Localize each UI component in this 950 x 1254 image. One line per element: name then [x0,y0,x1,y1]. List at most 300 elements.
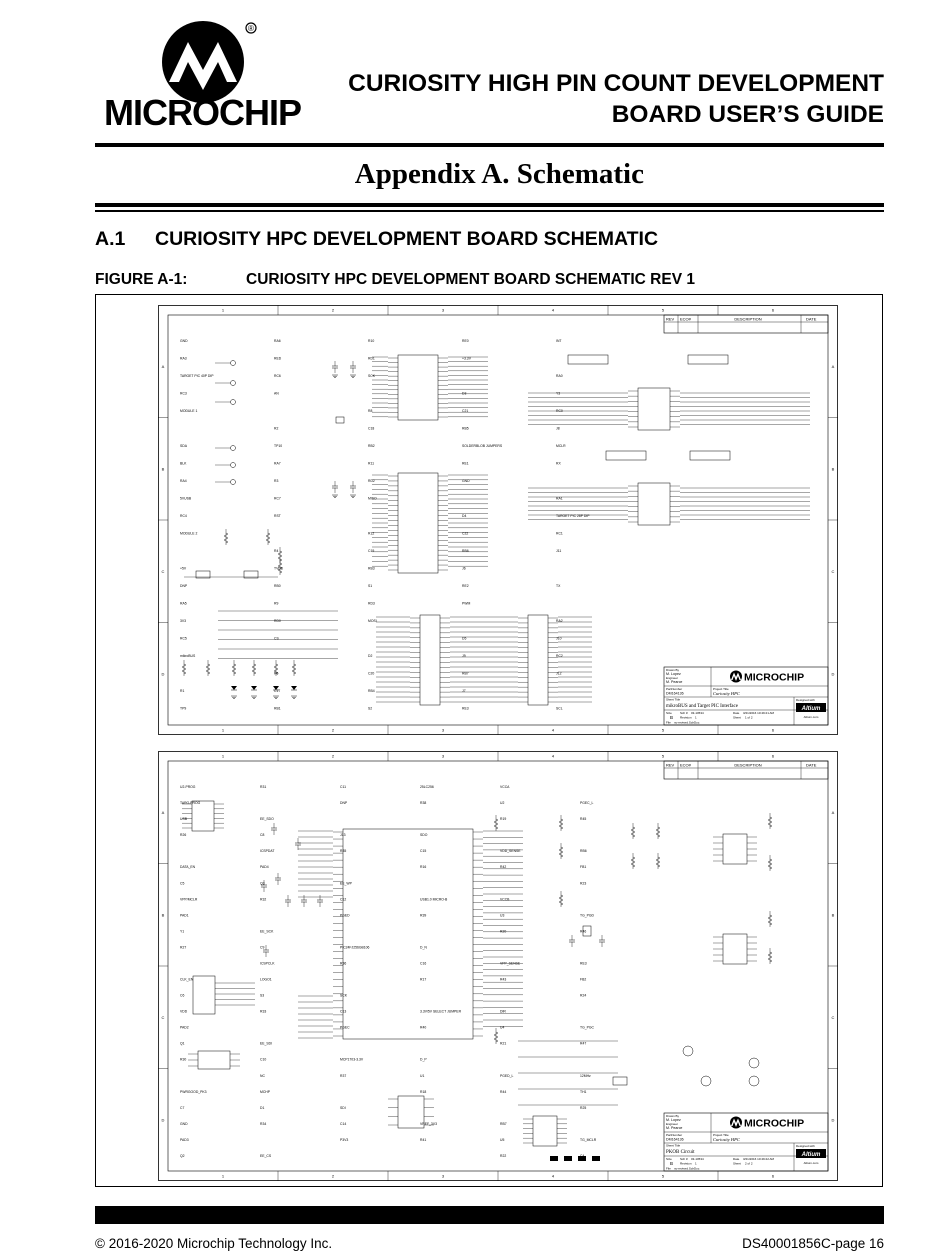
schematic-label: TP10 [274,444,283,448]
project-title-label: Project Title [713,1133,729,1137]
schematic-label: RE3 [462,706,469,711]
schematic-label: R43 [500,977,507,982]
schematic-label: RA5 [180,601,187,606]
schematic-label: RC1 [556,531,563,536]
schematic-labels-1 [180,339,590,711]
schematic-label: R35 [340,849,347,854]
schematic-label: RB3 [368,566,375,571]
schematic-sheet-2 [158,751,838,1181]
zone-row-label: B [831,466,835,472]
schematic-label: U2-PROG [180,785,196,789]
revision: 1 [695,1161,697,1166]
zone-row-label: B [161,466,165,472]
schematic-label: R44 [500,1089,507,1094]
appendix-rule-bottom [95,210,884,212]
appendix-title: Appendix A. Schematic [354,158,644,190]
schematic-label: RC4 [180,514,187,518]
schematic-label: RA3 [180,356,187,361]
size: B [670,715,674,720]
schematic-label: R46 [580,929,587,934]
file-label: File [666,1166,671,1171]
schematic-label: R19 [500,817,507,822]
schematic-label: USB1.0 MICRO-B [420,897,448,902]
file-label: File [666,720,671,725]
schematic-label: DNP [180,584,188,588]
schematic-label: Y1 [180,929,185,934]
zone-column-label: 1 [221,307,225,313]
section-number: A.1 [95,228,126,250]
schematic-sheet-1 [158,305,838,735]
sch-label: Sch # [680,711,688,715]
schematic-label: Y3 [556,391,561,396]
schematic-label: SDI [340,1105,346,1110]
sheet-title-label: Sheet Title [666,697,681,702]
schematic-label: RD3 [368,601,375,606]
designed-with: Designed with [796,698,815,702]
project-title: Curiosity HPC [713,1137,740,1142]
schematic-label: D3 [462,391,467,396]
header-rule [95,143,884,147]
schematic-label: TARGET PIC 40P DIP [180,374,214,378]
schematic-label: VPP_SENSE [500,961,521,966]
schematic-label: 3.3V/5V SELECT JUMPER [420,1009,462,1014]
schematic-label: R33 [260,1009,267,1014]
sch-number: 03-10534 [691,711,704,715]
date: 3/21/2016 10:49:22 AM [743,1157,775,1161]
schematic-label: MOSI [368,619,377,623]
eco-label: ECO# [680,316,691,322]
schematic-label: 3V3 [180,619,187,623]
schematic-label: C6 [180,993,185,998]
schematic-label: EE_SCK [260,929,274,934]
schematic-label: PGED [340,913,350,918]
schematic-label: RA0 [556,374,563,378]
schematic-label: C14 [340,1121,347,1126]
zone-column-label: 3 [441,727,445,733]
schematic-label: TG_PGD [580,913,594,918]
document-title [348,68,884,130]
zone-column-label: 4 [551,1173,555,1179]
schematic-label: PGEC_L [580,801,594,806]
drawn-by-label: Drawn By [666,668,680,672]
schematic-label: Q1 [180,1041,185,1046]
schematic-label: R22 [500,1153,507,1158]
schematic-label: R4 [274,549,279,553]
zone-column-label: 3 [441,307,445,313]
title-block-1 [664,667,828,725]
schematic-label: J13 [340,833,346,838]
schematic-label: R2 [274,426,279,431]
date-label: DATE [806,762,817,768]
zone-column-label: 1 [221,727,225,733]
schematic-label: J10 [556,636,562,641]
altium-wordmark: Altium [801,1152,821,1158]
schematic-label: BLK [180,461,187,466]
schematic-label: NC [260,1073,265,1078]
zone-column-label: 3 [441,753,445,759]
description-label: DESCRIPTION [734,762,762,768]
schematic-label: R34 [260,1121,267,1126]
schematic-label: +3.3V [462,356,471,361]
file: no-revised.SchDoc [674,1166,700,1171]
schematic-label: D2 [368,654,373,658]
schematic-label: C5 [180,881,185,886]
schematic-label: MODULE 2 [180,531,198,536]
schematic-label: Q2 [180,1153,185,1158]
schematic-label: RA1 [556,496,563,501]
zone-column-label: 3 [441,1173,445,1179]
schematic-label: DATA_EN [180,865,196,870]
zone-column-label: 6 [771,727,775,733]
schematic-label: D_N [420,945,427,950]
schematic-label: J11 [556,549,562,553]
schematic-label: MCP1703-3.3V [340,1057,364,1062]
schematic-label: MCLR [556,444,566,448]
zone-column-label: 6 [771,307,775,313]
schematic-label: R17 [420,977,427,982]
schematic-label: GND [180,339,188,343]
rev-label: REV [666,762,675,768]
schematic-label: RE0 [462,339,469,343]
schematic-label: R6 [274,671,279,676]
schematic-label: D4 [462,514,467,518]
footer-bar [95,1206,884,1224]
schematic-label: C16 [420,961,427,966]
zone-row-label: B [161,912,165,918]
schematic-label: RA4 [180,479,187,483]
schematic-label: R27 [180,945,187,950]
schematic-label: DIR [500,1009,506,1014]
schematic-label: R45 [580,817,587,822]
engineer: M. Pearce [666,1126,683,1130]
schematic-label: D_P [420,1057,427,1062]
revision-block [664,315,828,333]
schematic-label: SCK [340,993,347,998]
schematic-label: R18 [420,1089,427,1094]
schematic-label: RB6 [462,549,469,553]
sheet-no: 1 of 2 [745,715,753,720]
document-title-line2: BOARD USER’S GUIDE [611,101,884,128]
schematic-label: CS [274,636,279,641]
schematic-label: RC0 [556,409,563,413]
schematic-label: C18 [368,426,375,431]
schematic-label: RED [274,356,282,361]
schematic-label: C7 [180,1105,185,1110]
schematic-label: 5VUSB [180,496,192,501]
schematic-label: RB2 [368,444,375,448]
schematic-label: ICSPCLK [260,961,275,966]
schematic-label: CLK_EN [180,977,194,982]
schematic-label: C20 [368,671,375,676]
schematic-label: C17 [274,689,281,693]
schematic-label: MCHP [260,1089,270,1094]
schematic-label: R41 [420,1137,427,1142]
schematic-label: TP9 [180,706,187,711]
schematic-label: U5 [500,1137,505,1142]
sheet-no: 2 of 2 [745,1161,753,1166]
schematic-label: U4 [500,1025,505,1030]
schematic-label: RE2 [462,584,469,588]
schematic-label: R8 [368,409,373,413]
schematic-label: PWM [462,601,471,606]
schematic-label: C13 [340,1009,347,1014]
project-title-label: Project Title [713,687,729,691]
registered-mark: ® [248,24,254,33]
zone-column-label: 5 [661,307,665,313]
schematic-label: RC5 [180,636,187,641]
schematic-label: P3V3 [340,1137,349,1142]
schematic-label: mikroBUS [180,654,196,658]
zone-row-label: A [831,363,835,369]
zone-column-label: 2 [331,727,335,733]
zone-column-label: 1 [221,1173,225,1179]
size-label: Size [666,711,672,715]
figure-caption [95,271,695,289]
schematic-label: TX [556,584,561,588]
schematic-label: TARGET PIC 28P DIP [556,514,590,518]
drawn-by-label: Drawn By [666,1114,680,1118]
zone-row-label: C [831,568,835,574]
schematic-label: S2 [368,706,373,711]
schematic-label: Q3 [260,881,265,886]
zone-column-label: 6 [771,753,775,759]
drawn-by: M. Lopez [666,1118,681,1122]
schematic-label: S1 [368,584,373,588]
schematic-label: GND [462,479,470,483]
schematic-label: VCCB [500,897,510,902]
figure-label: FIGURE A-1: [95,271,188,288]
schematic-label: ICSPDAT [260,849,275,854]
size-label: Size [666,1157,672,1161]
zone-column-label: 2 [331,753,335,759]
schematic-label: R39 [420,913,427,918]
schematic-label: C4 [580,1153,585,1158]
schematic-label: VDD [180,1009,188,1014]
schematic-label: R42 [500,865,507,870]
zone-column-label: 4 [551,753,555,759]
zone-column-label: 5 [661,753,665,759]
schematic-label: SDO [420,833,428,838]
copyright: © 2016-2020 Microchip Technology Inc. [95,1236,333,1251]
schematic-label: R3 [274,479,279,483]
revision: 1 [695,715,697,720]
schematic-label: J7 [462,689,466,693]
schematic-label: FB2 [580,977,587,982]
part-number-label: PartNumber [666,687,683,691]
schematic-label: R9 [274,601,279,606]
sch-label: Sch # [680,1157,688,1161]
schematic-label: R26 [180,833,187,838]
schematic-label: EE_WP [340,881,352,886]
sheet-title: PKOB Circuit [666,1150,695,1155]
zone-column-label: 2 [331,1173,335,1179]
schematic-label: INT [556,339,562,343]
zone-column-label: 5 [661,727,665,733]
schematic-label: TG_PGC [580,1025,594,1030]
page-number: DS40001856C-page 16 [742,1236,884,1251]
schematic-label: D1 [260,1105,265,1110]
part-number-label: PartNumber [666,1133,683,1137]
sheet-title: mikroBUS and Target PIC Interface [666,704,738,709]
rev-label: REV [666,316,675,322]
schematic-label: R37 [340,1073,347,1078]
figure-title: CURIOSITY HPC DEVELOPMENT BOARD SCHEMATIC REV 1 [246,271,695,288]
schematic-label: 25LC256 [420,785,434,789]
schematic-label: AN [274,391,279,396]
section-heading [95,228,658,251]
schematic-label: R16 [420,865,427,870]
eco-label: ECO# [680,762,691,768]
section-title: CURIOSITY HPC DEVELOPMENT BOARD SCHEMATIC [155,228,659,250]
schematic-label: VREF_3V3 [420,1121,437,1126]
schematic-label: R47 [580,1041,587,1046]
zone-row-label: A [161,809,165,815]
schematic-label: RD2 [368,479,375,483]
revision-label: Revision [680,715,692,720]
zone-row-label: A [161,363,165,369]
altium-wordmark: Altium [801,706,821,712]
schematic-label: J12 [556,671,562,676]
sch-number: 03-10534 [691,1157,704,1161]
schematic-label: C21 [462,409,469,413]
tb-logo-word: MICROCHIP [744,1117,805,1130]
schematic-label: R30 [180,1057,187,1062]
schematic-label: PGEC [340,1025,350,1030]
schematic-label: DNP [340,801,348,806]
schematic-label: SOLDERBLOB JUMPERS [462,444,503,448]
sheet-title-label: Sheet Title [666,1143,681,1148]
schematic-label: RC2 [556,654,563,658]
schematic-label: R24 [580,993,587,998]
date-label: DATE [806,316,817,322]
schematic-label: RD0 [274,619,281,623]
file: no-revised.SchDoc [674,720,700,725]
schematic-label: SDA [180,444,187,448]
schematic-label: C12 [340,897,347,902]
schematic-label: RE3 [580,961,587,966]
schematic-label: VCCA [500,785,510,789]
schematic-label: MISO [368,496,377,501]
schematic-label: J9 [462,654,466,658]
logo-wordmark: MICROCHIP [104,92,301,133]
altium-url: Altium.com [803,715,819,719]
schematic-label: R12 [368,531,375,536]
part-number: DM164136 [666,691,684,696]
schematic-label: C11 [340,785,346,789]
schematic-label: RB6 [580,849,587,854]
zone-row-label: B [831,912,835,918]
schematic-label: TARG-PROG [180,801,201,806]
date: 3/21/2016 10:49:21 AM [743,711,775,715]
schematic-label: R31 [260,785,267,789]
appendix-rule-top [95,203,884,207]
zone-row-label: A [831,809,835,815]
schematic-label: LOGO1 [260,977,272,982]
revision-label: Revision [680,1161,692,1166]
zone-row-label: C [161,568,165,574]
schematic-label: SCL [556,706,563,711]
schematic-label: RC7 [274,496,281,501]
schematic-label: RST [274,514,281,518]
schematic-label: RA2 [556,619,563,623]
schematic-label: RB0 [274,584,281,588]
schematic-label: 12MHz [580,1073,591,1078]
schematic-label: PIC24FJ256GB106 [340,945,370,950]
schematic-label: C10 [260,1057,267,1062]
schematic-label: C19 [368,549,375,553]
schematic-label: C15 [420,849,427,854]
zone-row-label: D [161,1117,165,1123]
schematic-label: RB7 [462,671,469,676]
schematic-label: R23 [580,881,587,886]
size: B [670,1161,674,1166]
schematic-drawing-1 [182,355,810,705]
schematic-label: RC6 [274,374,281,378]
zone-row-label: D [831,1117,835,1123]
zone-column-label: 4 [551,727,555,733]
zone-column-label: 1 [221,753,225,759]
schematic-label: J8 [556,426,560,431]
schematic-label: VPP/MCLR [180,897,198,902]
schematic-label: RX [556,461,561,466]
schematic-label: R10 [368,339,375,343]
document-title-line1: CURIOSITY HIGH PIN COUNT DEVELOPMENT [348,70,884,97]
schematic-label: EE_SDI [260,1041,273,1046]
engineer: M. Pearce [666,680,683,684]
schematic-labels-2 [180,785,597,1158]
schematic-label: RB7 [500,1121,507,1126]
schematic-label: R1 [180,689,185,693]
schematic-label: VDD_SENSE [500,849,521,854]
schematic-label: RB1 [274,706,281,711]
altium-url: Altium.com [803,1161,819,1165]
schematic-label: R32 [260,897,267,902]
schematic-label: U2 [500,801,505,806]
schematic-label: RB4 [368,689,375,693]
date-label-tb: Date [733,711,740,715]
schematic-label: TH1 [580,1089,587,1094]
drawn-by: M. Lopez [666,672,681,676]
schematic-label: C9 [260,945,265,950]
zone-column-label: 6 [771,1173,775,1179]
project-title: Curiosity HPC [713,691,740,696]
schematic-label: R38 [420,801,427,806]
schematic-label: R25 [580,1105,587,1110]
zone-column-label: 4 [551,307,555,313]
part-number: DM164136 [666,1137,684,1142]
zone-row-label: C [161,1014,165,1020]
schematic-label: USB [180,817,187,822]
schematic-label: D5 [462,636,467,641]
zone-row-label: D [161,671,165,677]
schematic-label: RD1 [368,356,375,361]
schematic-label: TG_MCLR [580,1137,597,1142]
schematic-label: C8 [260,833,265,838]
revision-block [664,761,828,779]
schematic-label: S3 [260,993,265,998]
schematic-label: FB1 [580,865,587,870]
schematic-label: PAD3 [180,1137,189,1142]
schematic-label: +5V [180,566,187,571]
schematic-label: MODULE 1 [180,409,198,413]
schematic-label: R20 [500,929,507,934]
schematic-label: RC3 [180,391,187,396]
schematic-label: R40 [420,1025,427,1030]
schematic-label: PWRGOOD_PK3 [180,1089,207,1094]
engineer-label: Engineer [666,1122,679,1126]
schematic-label: R11 [368,461,374,466]
schematic-label: RB5 [462,426,469,431]
